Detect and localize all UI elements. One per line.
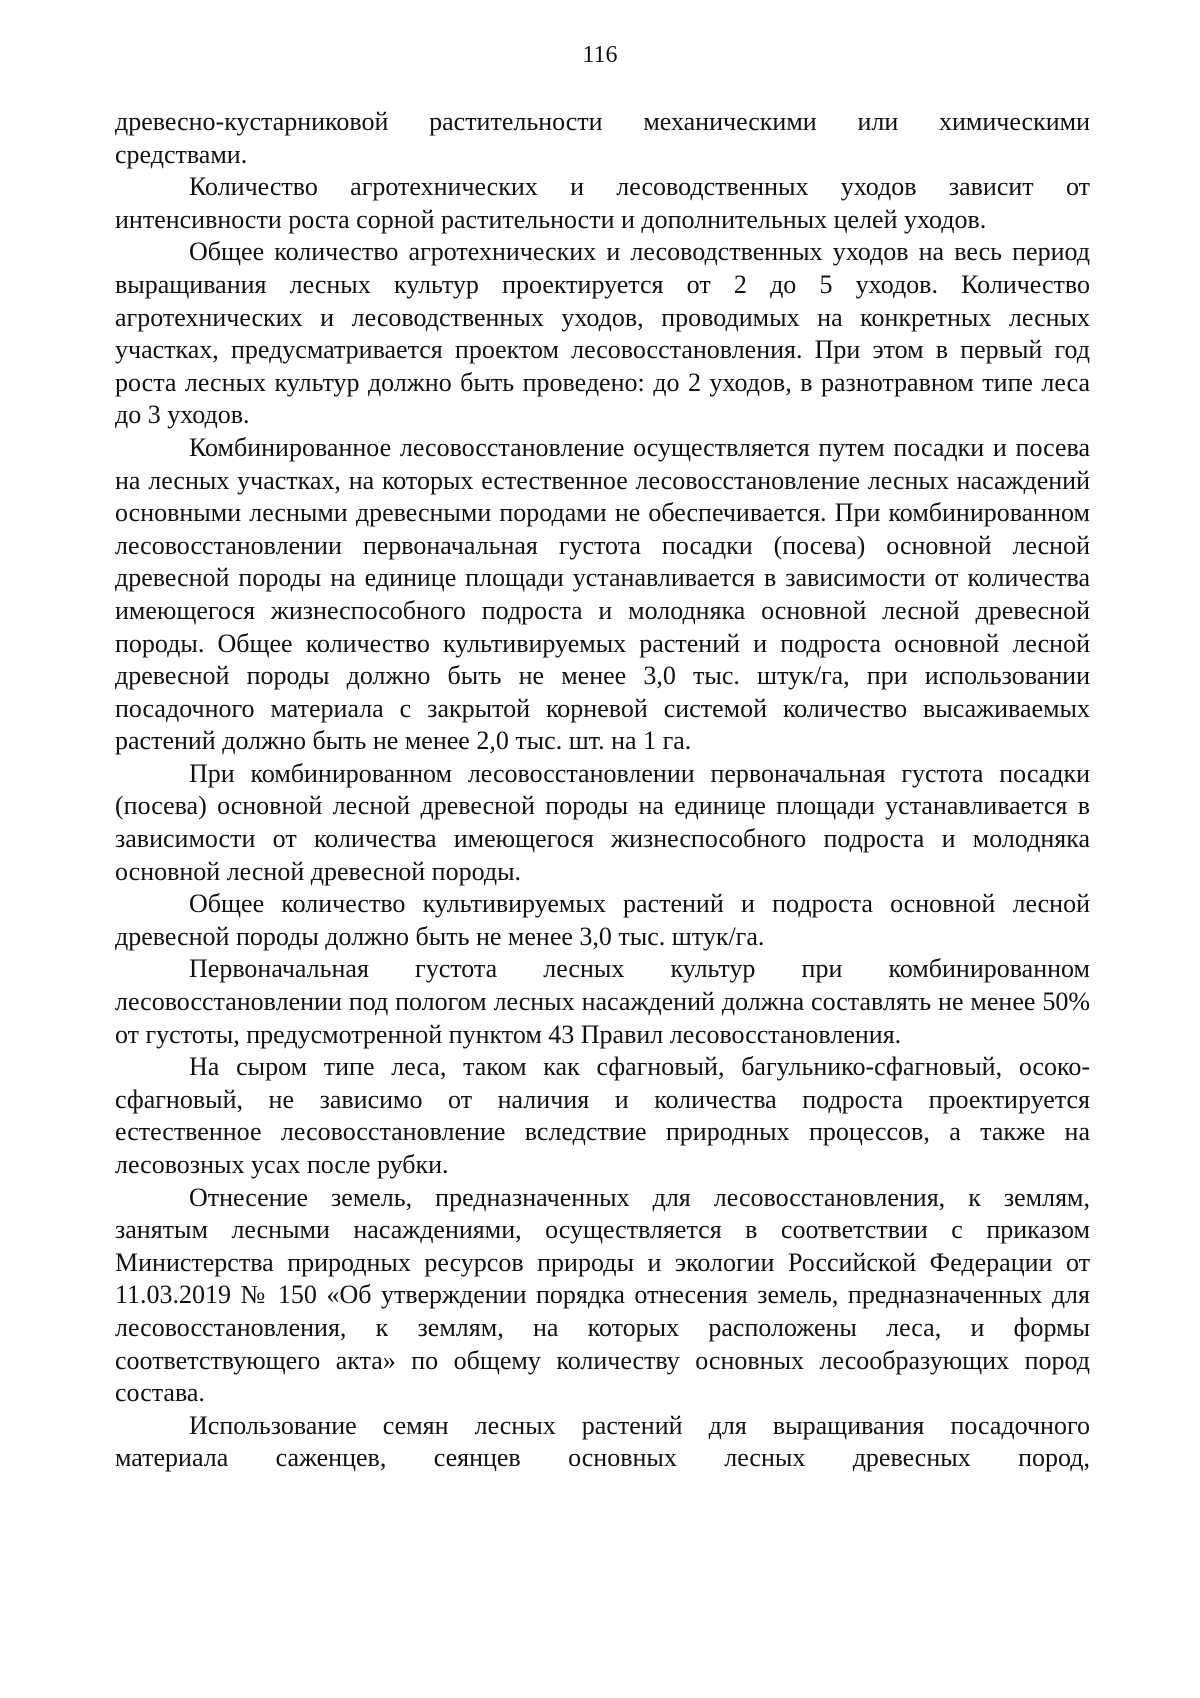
paragraph-2: Количество агротехнических и лесоводственных уходов зависит от интенсивности роста сорной растительности и дополнительных целей уходов. — [115, 172, 1090, 234]
paragraph-3: Общее количество агротехнических и лесоводственных уходов на весь период выращивания лесных культур проектируется от 2 до 5 уходов. Количество агротехнических и лесоводственных уходов, проводимых на конкретных лесных участках, предусматривается проектом лесовосстановления. При этом в первый год роста лесных культур должно быть проведено: до 2 уходов, в разнотравном типе леса до 3 уходов. — [115, 237, 1090, 430]
paragraph-7: Первоначальная густота лесных культур при комбинированном лесовосстановлении под пологом лесных насаждений должна составлять не менее 50% от густоты, предусмотренной пунктом 43 Правил лесовосстановления. — [115, 954, 1090, 1049]
body-text — [115, 106, 1090, 1475]
paragraph-4: Комбинированное лесовосстановление осуществляется путем посадки и посева на лесных участках, на которых естественное лесовосстановление лесных насаждений основными лесными древесными породами не обеспечивается. При комбинированном лесовосстановлении первоначальная густота посадки (посева) основной лесной древесной породы на единице площади устанавливается в зависимости от количества имеющегося жизнеспособного подроста и молодняка основной лесной древесной породы. Общее количество культивируемых растений и подроста основной лесной древесной породы должно быть не менее 3,0 тыс. штук/га, при использовании посадочного материала с закрытой корневой системой количество высаживаемых растений должно быть не менее 2,0 тыс. шт. на 1 га. — [115, 432, 1090, 756]
paragraph-10: Использование семян лесных растений для выращивания посадочного материала саженцев, сеянцев основных лесных древесных пород, — [115, 1410, 1090, 1473]
page-number: 116 — [582, 42, 618, 68]
paragraph-1: древесно-кустарниковой растительности механическими или химическими средствами. — [115, 107, 1090, 169]
paragraph-8: На сыром типе леса, таком как сфагновый, багульнико-сфагновый, осоко-сфагновый, не зависимо от наличия и количества подроста проектируется естественное лесовосстановление вследствие природных процессов, а также на лесовозных усах после рубки. — [115, 1052, 1090, 1179]
paragraph-5: При комбинированном лесовосстановлении первоначальная густота посадки (посева) основной лесной древесной породы на единице площади устанавливается в зависимости от количества имеющегося жизнеспособного подроста и молодняка основной лесной древесной породы. — [115, 758, 1090, 886]
paragraph-6: Общее количество культивируемых растений и подроста основной лесной древесной породы должно быть не менее 3,0 тыс. штук/га. — [115, 889, 1090, 951]
paragraph-9: Отнесение земель, предназначенных для лесовосстановления, к землям, занятым лесными насаждениями, осуществляется в соответствии с приказом Министерства природных ресурсов природы и экологии Российской Федерации от 11.03.2019 № 150 «Об утверждении порядка отнесения земель, предназначенных для лесовосстановления, к землям, на которых расположены леса, и формы соответствующего акта» по общему количеству основных лесообразующих пород состава. — [115, 1182, 1090, 1408]
